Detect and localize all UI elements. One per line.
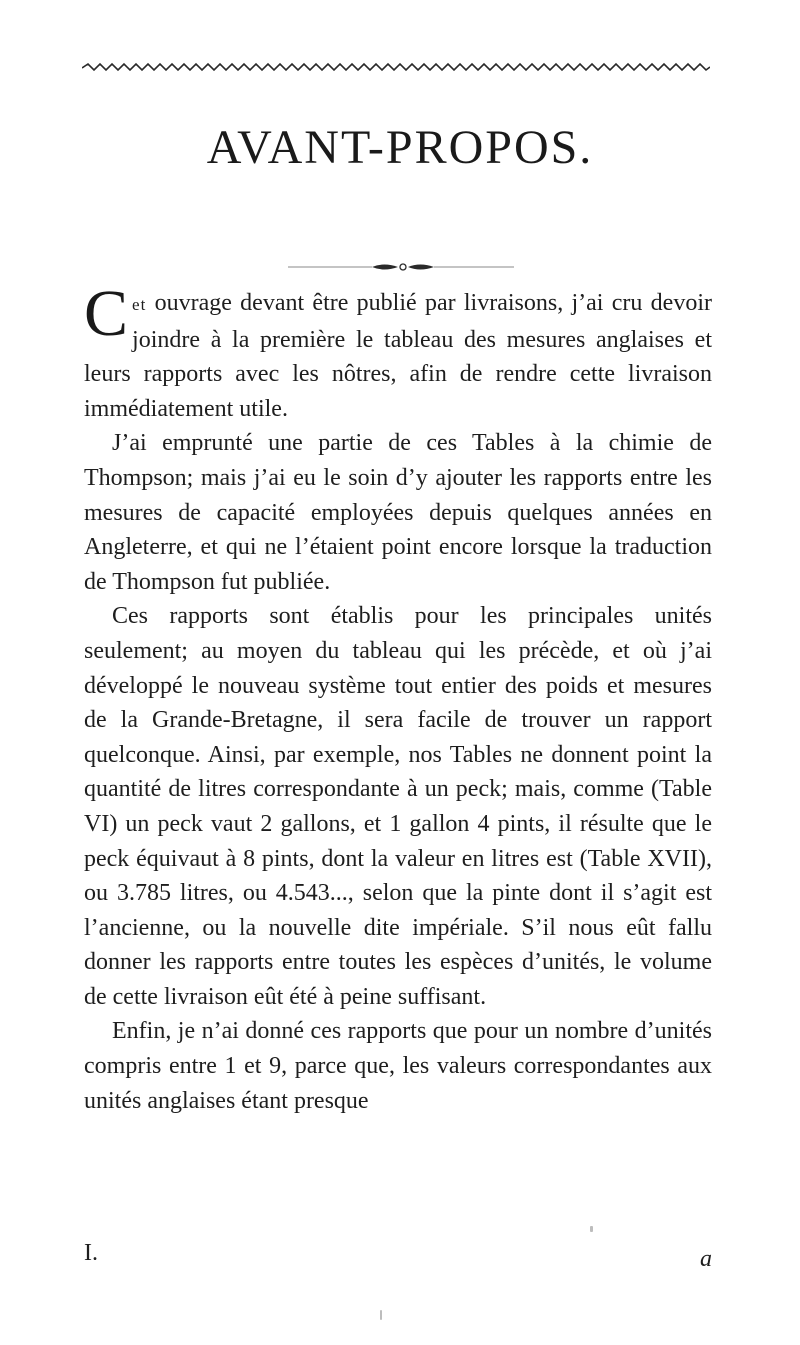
paragraph: Enfin, je n’ai donné ces rapports que pour un nombre d’unités compris entre 1 et 9, parce que, les valeurs correspondantes aux unités anglaises étant presque bbox=[84, 1018, 712, 1114]
page-title: AVANT-PROPOS. bbox=[206, 121, 594, 174]
drop-cap: C bbox=[84, 277, 129, 350]
paragraph: J’ai emprunté une partie de ces Tables à la chimie de Thompson; mais j’ai eu le soin d’y ajouter les rapports entre les mesures de capacité employées depuis quelques années en Angleterre, et qui ne l’étaient point encore lorsque la traduction de Thompson fut publiée. bbox=[84, 430, 712, 595]
paper-speck bbox=[380, 1310, 382, 1320]
paragraph-text: ouvrage devant être publié par livraisons, j’ai cru devoir joindre à la première le tableau des mesures anglaises et leurs rapports avec les nôtres, afin de rendre cette livraison immédiatement utile. bbox=[84, 290, 712, 422]
paragraph: Ces rapports sont établis pour les principales unités seulement; au moyen du tableau qui les précède, et où j’ai développé le nouveau système tout entier des poids et mesures de la Grande-Bretagne, il sera facile de trouver un rapport quelconque. Ainsi, par exemple, nos Tables ne donnent point la quantité de litres correspondante à un peck; mais, comme (Table VI) un peck vaut 2 gallons, et 1 gallon 4 pints, il résulte que le peck équivaut à 8 pints, dont la valeur en litres est (Table XVII), ou 3.785 litres, ou 4.543..., selon que la pinte dont il s’agit est l’ancienne, ou la nouvelle dite impériale. S’il nous eût fallu donner les rapports entre toutes les espèces d’unités, le volume de cette livraison eût été à peine suffisant. bbox=[84, 603, 712, 1010]
paper-speck bbox=[590, 1226, 593, 1232]
body-text bbox=[84, 277, 712, 1118]
signature-mark: I. bbox=[84, 1240, 98, 1266]
page-footer bbox=[84, 1240, 712, 1270]
paragraph bbox=[84, 277, 712, 426]
ornamental-rule-icon bbox=[82, 62, 710, 74]
divider-ornament-icon bbox=[288, 261, 514, 273]
first-word-smallcaps: et bbox=[132, 295, 147, 314]
signature-letter: a bbox=[700, 1246, 712, 1272]
